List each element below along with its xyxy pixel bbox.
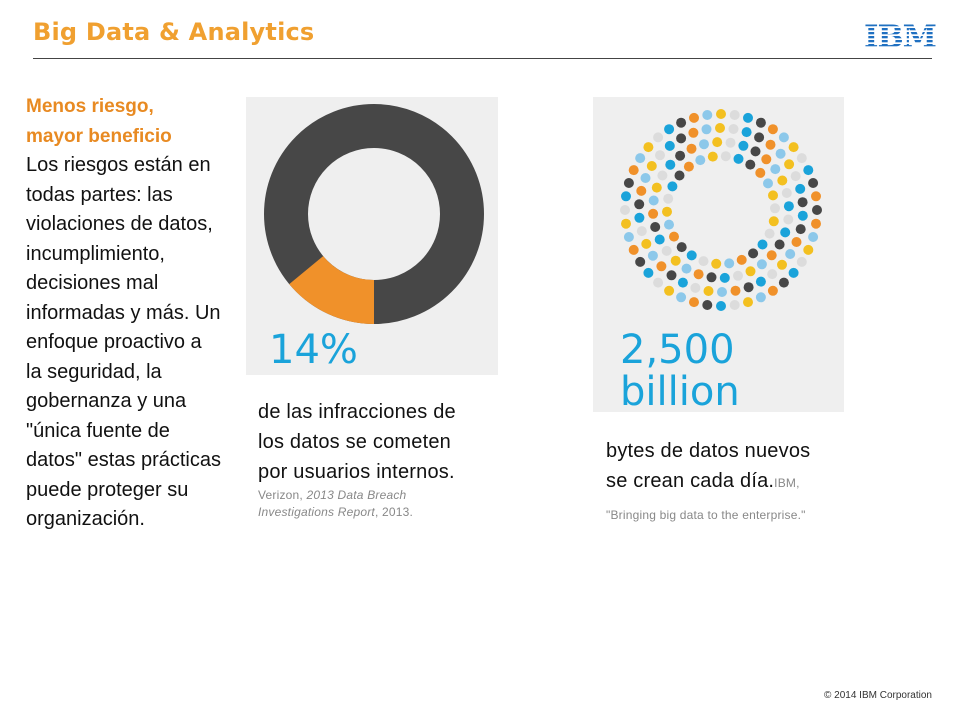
ring-dot [767,250,777,260]
ring-dot [664,220,674,230]
ring-dot [702,300,712,310]
ring-dot [738,141,748,151]
ring-dot [765,229,775,239]
intro-body: Los riesgos están en todas partes: las violaciones de datos, incumplimiento, decisiones mal informadas y más. Un enfoque proactivo a la seguridad, la gobernanza y una "única fuente de datos" estas prácticas puede proteger su organización. [26,154,221,530]
ring-dot [689,113,699,123]
ring-dot [729,124,739,134]
ring-dot [811,191,821,201]
ring-dot [635,153,645,163]
ring-dot [748,248,758,258]
ring-dot [641,173,651,183]
svg-text:IBM: IBM [863,19,937,55]
ring-dot [699,256,709,266]
ring-dot [695,155,705,165]
stat-panel-data-volume [593,97,844,415]
ring-dot [756,292,766,302]
ring-dot [694,269,704,279]
ring-dot [621,219,631,229]
ring-dot [808,232,818,242]
heading-line-2: mayor beneficio [26,125,172,147]
ring-dot [716,301,726,311]
ring-dot [726,138,736,148]
ring-dot [761,154,771,164]
ring-dot [763,178,773,188]
ring-dot [665,160,675,170]
ring-dot [716,109,726,119]
ring-dot [689,297,699,307]
page-title: Big Data & Analytics [33,18,315,46]
header-divider [33,58,932,59]
ring-dot [665,141,675,151]
ring-dot [797,257,807,267]
stat-value: 2,500 billion [620,327,740,415]
ring-dot [688,128,698,138]
ring-dot [785,249,795,259]
ring-dot [678,278,688,288]
ring-dot [780,227,790,237]
ring-dot [783,215,793,225]
ring-dot [811,219,821,229]
ring-dot [744,282,754,292]
ring-dot [768,124,778,134]
ring-dot [742,127,752,137]
ring-dot [704,286,714,296]
ring-dot [731,286,741,296]
ring-dot [635,257,645,267]
ring-dot [687,250,697,260]
donut-chart [246,97,498,327]
ring-dot [669,232,679,242]
ring-dot [652,183,662,193]
ring-dot [653,132,663,142]
ring-dot [684,162,694,172]
ring-dot [775,240,785,250]
ring-dot [779,278,789,288]
ring-dot [629,165,639,175]
ring-dot [743,297,753,307]
ring-dot [797,153,807,163]
stat-panel-insider [246,97,498,375]
ring-dot [677,242,687,252]
ring-dot [803,165,813,175]
ring-dot [737,255,747,265]
ring-dot [687,144,697,154]
ring-dot [717,287,727,297]
ring-dot [662,246,672,256]
ring-dot [676,118,686,128]
ring-dot [690,283,700,293]
ring-dot [699,139,709,149]
ring-dot [777,260,787,270]
ring-dot [782,188,792,198]
intro-text-block [26,92,221,535]
ring-dot [768,190,778,200]
ring-dot [751,146,761,156]
ring-dot [720,273,730,283]
ring-dot [648,251,658,261]
ring-dot [648,209,658,219]
ring-dot [656,261,666,271]
ring-dot [624,232,634,242]
ring-dot [779,132,789,142]
ring-dot [676,292,686,302]
ring-dot [620,205,630,215]
caption-text: bytes de datos nuevos se crean cada día. [606,440,811,492]
ring-dot [667,181,677,191]
ring-dot [675,151,685,161]
section-heading [26,92,221,151]
dot-ring-graphic [593,97,844,327]
ring-dot [784,159,794,169]
ring-dot [664,286,674,296]
ring-dot [702,124,712,134]
ring-dot [621,191,631,201]
ring-dot [702,110,712,120]
ring-dot [650,222,660,232]
ring-dot [641,239,651,249]
caption-text: de las infracciones de los datos se cometen por usuarios internos. [258,401,456,483]
ring-dot [756,118,766,128]
ring-dot [789,142,799,152]
ring-dot [667,270,677,280]
ring-dot [730,300,740,310]
ring-dot [657,171,667,181]
stat-caption-data-volume [606,436,831,530]
ring-dot [777,176,787,186]
ring-dot [798,211,808,221]
ring-dot [776,149,786,159]
ring-dot [643,268,653,278]
ring-dot [671,256,681,266]
ring-dot [792,237,802,247]
ring-dot [733,271,743,281]
ring-dot [682,264,692,274]
ring-dot [711,259,721,269]
ring-dot [712,137,722,147]
ring-dot [708,152,718,162]
ring-dot [649,196,659,206]
ring-dot [795,184,805,194]
ring-dot [766,140,776,150]
ring-dot [664,124,674,134]
ring-dot [734,154,744,164]
ring-dot [634,199,644,209]
ring-dot [755,168,765,178]
ring-dot [754,132,764,142]
ibm-logo [863,19,937,55]
ring-dot [634,213,644,223]
ring-dot [647,161,657,171]
stat-value: 14% [269,327,358,373]
ring-dot [655,150,665,160]
ring-dot [791,171,801,181]
ring-dot [730,110,740,120]
ring-dot [756,277,766,287]
ring-dot [769,216,779,226]
ring-dot [798,197,808,207]
ring-dot [624,178,634,188]
ring-dot [662,207,672,217]
source-citation: Verizon, 2013 Data Breach Investigations Report, 2013. [258,488,414,519]
copyright: © 2014 IBM Corporation [824,690,932,701]
ring-dot [707,272,717,282]
ring-dot [812,205,822,215]
ring-dot [637,226,647,236]
ring-dot [803,245,813,255]
ring-dot [796,224,806,234]
ring-dot [746,266,756,276]
ring-dot [768,286,778,296]
ring-dot [808,178,818,188]
ring-dot [643,142,653,152]
ring-dot [770,164,780,174]
ring-dot [757,259,767,269]
ring-dot [721,151,731,161]
ring-dot [629,245,639,255]
ring-dot [767,269,777,279]
ring-dot [770,203,780,213]
source-citation: IBM, "Bringing big data to the enterprise." [606,476,806,522]
ring-dot [653,278,663,288]
ring-dot [745,160,755,170]
ring-dot [676,133,686,143]
ring-dot [636,186,646,196]
ring-dot [789,268,799,278]
ring-dot [715,123,725,133]
ring-dot [655,235,665,245]
stat-caption-insider [258,397,478,521]
ring-dot [675,171,685,181]
heading-line-1: Menos riesgo, [26,96,154,117]
ring-dot [758,240,768,250]
ring-dot [743,113,753,123]
ring-dot [784,201,794,211]
ring-dot [724,258,734,268]
ring-dot [663,194,673,204]
